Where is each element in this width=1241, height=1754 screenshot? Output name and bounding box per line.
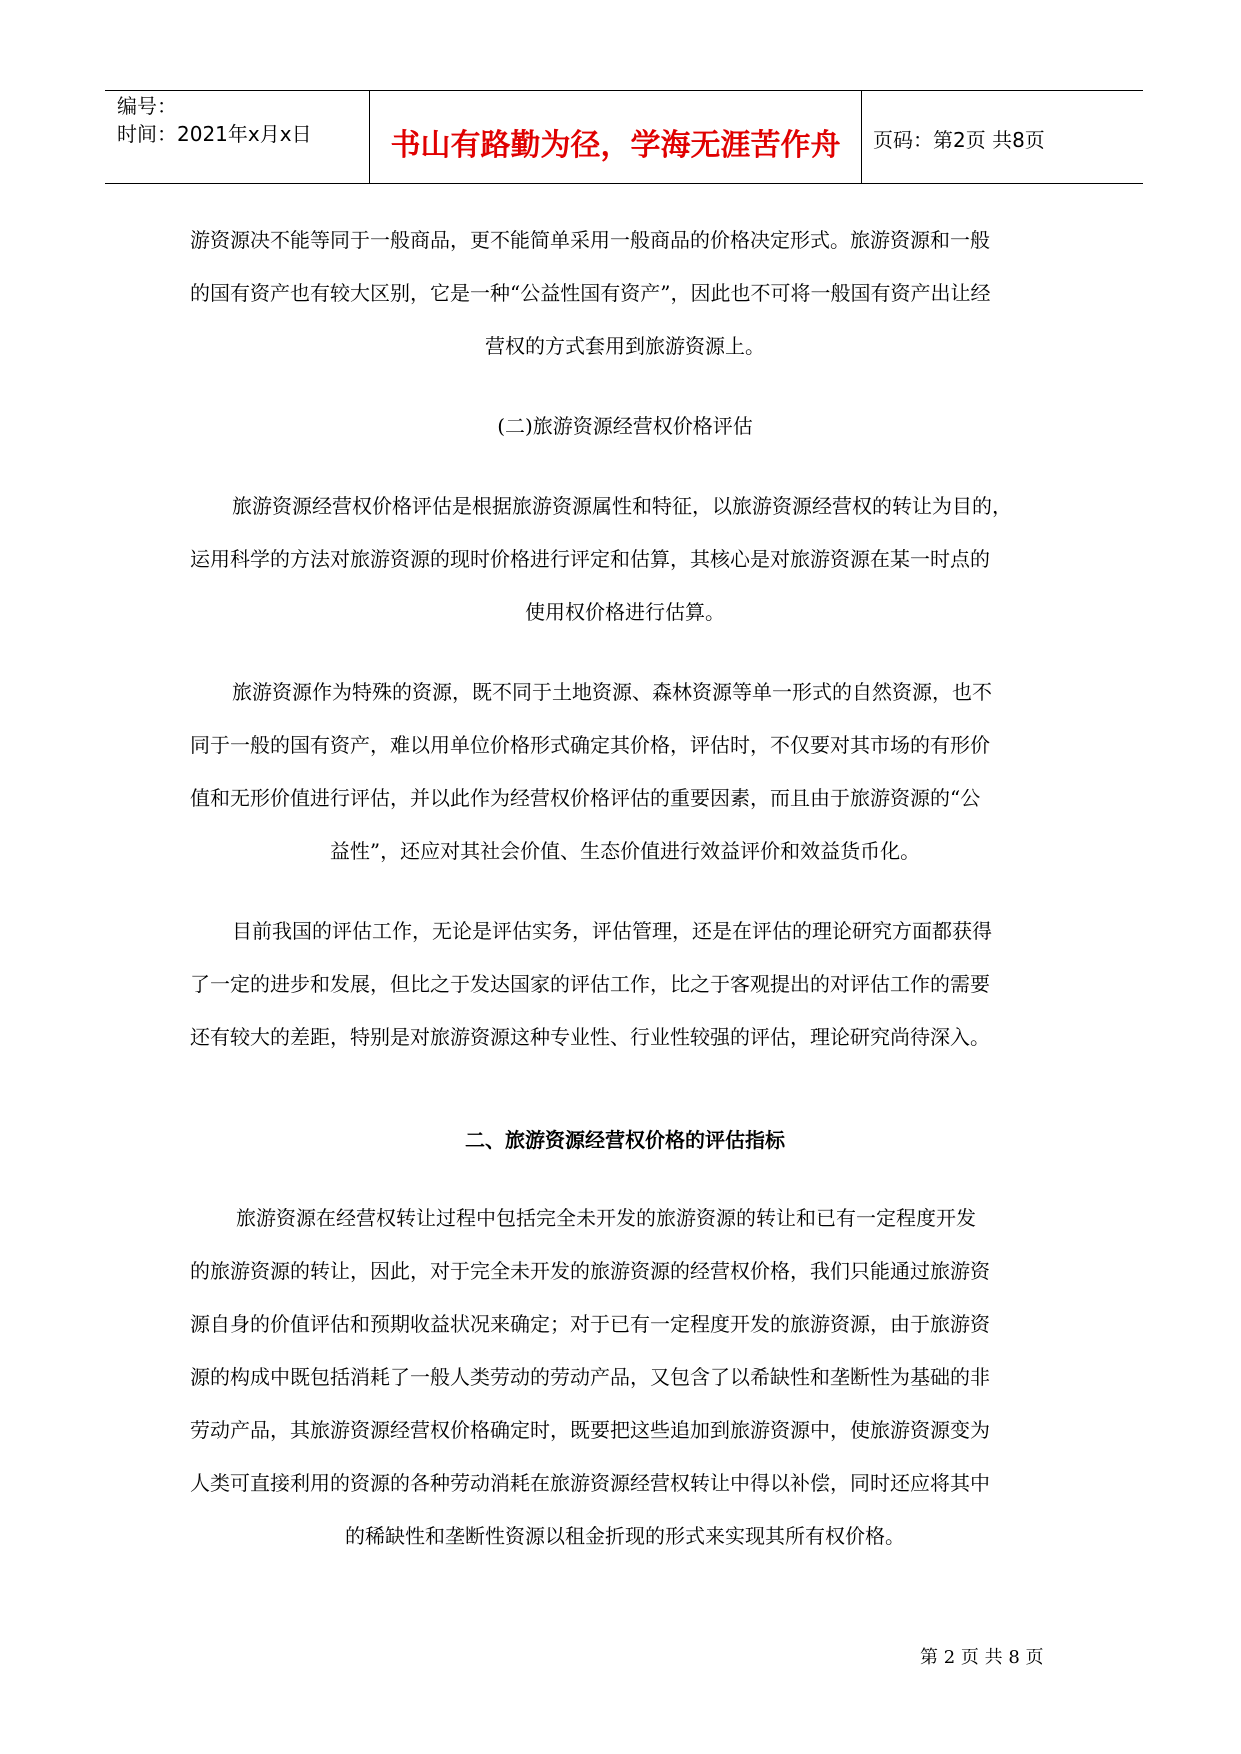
header-meta [117, 92, 312, 148]
header-motto: 书山有路勤为径，学海无涯苦作舟 [390, 128, 841, 163]
paragraph-line: 营权的方式套用到旅游资源上。 [485, 334, 765, 358]
paragraph-line: 游资源决不能等同于一般商品，更不能简单采用一般商品的价格决定形式。旅游资源和一般 [190, 228, 990, 252]
paragraph-line: 人类可直接利用的资源的各种劳动消耗在旅游资源经营权转让中得以补偿，同时还应将其中 [190, 1471, 990, 1495]
header-page: 页码：第2页 共8页 [873, 128, 1045, 152]
paragraph-line: 旅游资源经营权价格评估是根据旅游资源属性和特征，以旅游资源经营权的转让为目的， [232, 494, 1012, 518]
paragraph-line: 值和无形价值进行评估，并以此作为经营权价格评估的重要因素，而且由于旅游资源的“公 [190, 786, 981, 810]
paragraph-line: 的稀缺性和垄断性资源以租金折现的形式来实现其所有权价格。 [345, 1524, 905, 1548]
paragraph-line: 旅游资源在经营权转让过程中包括完全未开发的旅游资源的转让和已有一定程度开发 [236, 1206, 976, 1230]
paragraph-line: 源的构成中既包括消耗了一般人类劳动的劳动产品，又包含了以希缺性和垄断性为基础的非 [190, 1365, 990, 1389]
page-footer: 第 2 页 共 8 页 [920, 1647, 1044, 1668]
section-subheading: (二)旅游资源经营权价格评估 [497, 414, 753, 438]
header-divider-right [861, 90, 862, 184]
paragraph-line: 运用科学的方法对旅游资源的现时价格进行评定和估算，其核心是对旅游资源在某一时点的 [190, 547, 990, 571]
section-heading: 二、旅游资源经营权价格的评估指标 [465, 1128, 785, 1152]
paragraph-line: 使用权价格进行估算。 [525, 600, 725, 624]
paragraph-line: 的国有资产也有较大区别，它是一种“公益性国有资产”，因此也不可将一般国有资产出让经 [190, 281, 991, 305]
paragraph-line: 同于一般的国有资产，难以用单位价格形式确定其价格，评估时，不仅要对其市场的有形价 [190, 733, 990, 757]
paragraph-line: 旅游资源作为特殊的资源，既不同于土地资源、森林资源等单一形式的自然资源，也不 [232, 680, 992, 704]
header-number: 编号： [117, 94, 177, 118]
paragraph-line: 目前我国的评估工作，无论是评估实务，评估管理，还是在评估的理论研究方面都获得 [232, 919, 992, 943]
paragraph-line: 劳动产品，其旅游资源经营权价格确定时，既要把这些追加到旅游资源中，使旅游资源变为 [190, 1418, 990, 1442]
header-bottom-rule [105, 183, 1143, 184]
paragraph-line: 还有较大的差距，特别是对旅游资源这种专业性、行业性较强的评估，理论研究尚待深入。 [190, 1025, 990, 1049]
header-time: 时间：2021年x月x日 [117, 122, 312, 146]
paragraph-line: 了一定的进步和发展，但比之于发达国家的评估工作，比之于客观提出的对评估工作的需要 [190, 972, 990, 996]
paragraph-line: 的旅游资源的转让，因此，对于完全未开发的旅游资源的经营权价格，我们只能通过旅游资 [190, 1259, 990, 1283]
header-top-rule [105, 90, 1143, 91]
paragraph-line: 益性”，还应对其社会价值、生态价值进行效益评价和效益货币化。 [329, 839, 921, 863]
paragraph-line: 源自身的价值评估和预期收益状况来确定；对于已有一定程度开发的旅游资源，由于旅游资 [190, 1312, 990, 1336]
